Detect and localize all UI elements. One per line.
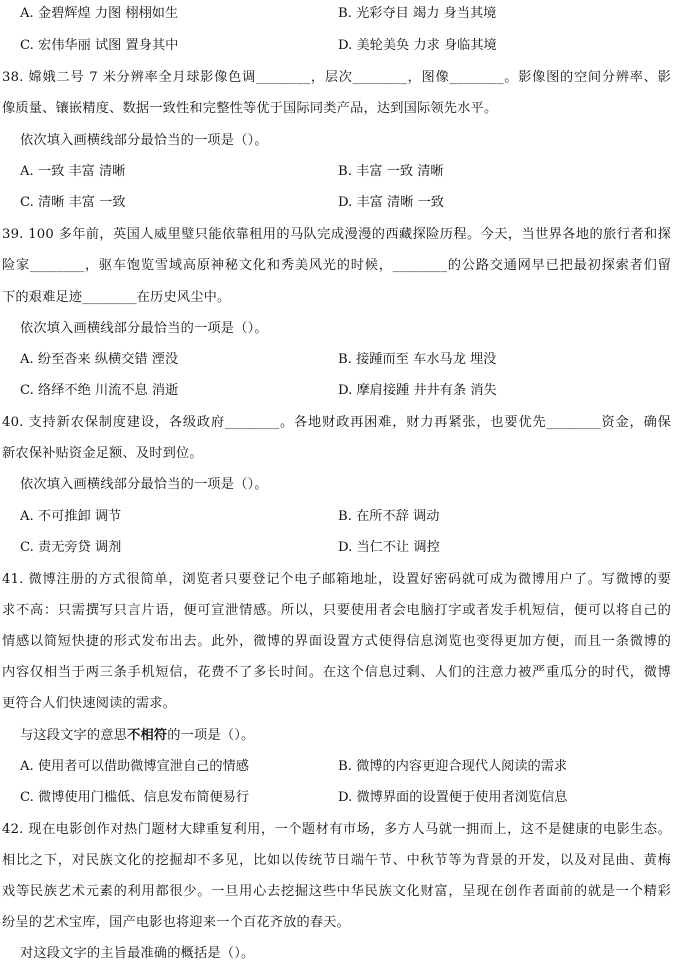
- q40-option-c: C. 责无旁贷 调剂: [20, 540, 122, 555]
- q38-option-c: C. 清晰 丰富 一致: [20, 195, 126, 210]
- q41-stem-line-5: 更符合人们快速阅读的需求。: [2, 696, 177, 711]
- q38-option-b: B. 丰富 一致 清晰: [338, 164, 444, 179]
- q41-prompt-pre: 与这段文字的意思: [20, 728, 128, 743]
- q41-option-d: D. 微博界面的设置便于使用者浏览信息: [338, 790, 568, 805]
- q38-option-d: D. 丰富 清晰 一致: [338, 195, 444, 210]
- q41-option-c: C. 微博使用门槛低、信息发布简便易行: [20, 790, 250, 805]
- q41-prompt: [20, 726, 671, 746]
- q40-stem-line-2: 新农保补贴资金足额、及时到位。: [2, 446, 203, 461]
- q39-option-b: B. 接踵而至 车水马龙 埋没: [338, 352, 497, 367]
- q37-option-b: B. 光彩夺目 竭力 身当其境: [338, 6, 497, 21]
- q42-prompt: 对这段文字的主旨最准确的概括是（）。: [20, 946, 255, 961]
- q42-stem-line-4: 纷呈的艺术宝库，国产电影也将迎来一个百花齐放的春天。: [2, 915, 351, 930]
- q41-prompt-emphasis: 不相符: [127, 728, 168, 743]
- q42-stem-line-3: 戏等民族艺术元素的利用都很少。一旦用心去挖掘这些中华民族文化财富，呈现在创作者面前的就是一个精彩: [2, 884, 671, 899]
- q37-option-c: C. 宏伟华丽 试图 置身其中: [20, 38, 179, 53]
- q42-stem-line-2: 相比之下，对民族文化的挖掘却不多见，比如以传统节日端午节、中秋节等为背景的开发，以及对昆曲、黄梅: [2, 853, 671, 868]
- q39-option-c: C. 络绎不绝 川流不息 消逝: [20, 383, 179, 398]
- q42-stem-line-1: 42. 现在电影创作对热门题材大肆重复利用，一个题材有市场，多方人马就一拥而上，这不是健康的电影生态。: [2, 822, 671, 837]
- q41-stem-line-4: 内容仅相当于两三条手机短信，花费不了多长时间。在这个信息过剩、人们的注意力被严重瓜分的时代，微博: [2, 665, 671, 680]
- q37-option-a: A. 金碧辉煌 力图 栩栩如生: [20, 6, 179, 21]
- q41-option-a: A. 使用者可以借助微博宣泄自己的情感: [20, 759, 249, 774]
- q39-prompt: 依次填入画横线部分最恰当的一项是（）。: [20, 321, 268, 336]
- q39-stem-line-1: 39. 100 多年前，英国人威里璧只能依靠租用的马队完成漫漫的西藏探险历程。今天，当世界各地的旅行者和探: [2, 227, 671, 242]
- q40-option-a: A. 不可推卸 调节: [20, 509, 122, 524]
- q39-stem-line-2: 险家________，驱车饱览雪域高原神秘文化和秀美风光的时候，________的公路交通网早已把最初探索者们留: [2, 258, 671, 273]
- q41-stem-line-3: 情感以简短快捷的形式发布出去。此外，微博的界面设置方式使得信息浏览也变得更加方便，而且一条微博的: [2, 634, 671, 649]
- q40-stem-line-1: 40. 支持新农保制度建设，各级政府________。各地财政再困难，财力再紧张，也要优先________资金，确保: [2, 415, 671, 430]
- q40-option-b: B. 在所不辞 调动: [338, 509, 440, 524]
- q41-prompt-post: 的一项是（）。: [167, 728, 255, 743]
- q41-stem-line-2: 求不高：只需撰写只言片语，便可宣泄情感。所以，只要使用者会电脑打字或者发手机短信，便可以将自己的: [2, 603, 671, 618]
- q37-option-d: D. 美轮美奂 力求 身临其境: [338, 38, 497, 53]
- q38-stem-line-2: 像质量、镶嵌精度、数据一致性和完整性等优于国际同类产品，达到国际领先水平。: [2, 101, 498, 116]
- q39-option-d: D. 摩肩接踵 井井有条 消失: [338, 383, 497, 398]
- q38-stem-line-1: 38. 嫦娥二号 7 米分辨率全月球影像色调________，层次________，图像________。影像图的空间分辨率、影: [2, 70, 671, 85]
- q39-option-a: A. 纷至沓来 纵横交错 湮没: [20, 352, 179, 367]
- q41-option-b: B. 微博的内容更迎合现代人阅读的需求: [338, 759, 568, 774]
- q39-stem-line-3: 下的艰难足迹________在历史风尘中。: [2, 290, 231, 305]
- q38-prompt: 依次填入画横线部分最恰当的一项是（）。: [20, 133, 268, 148]
- q40-option-d: D. 当仁不让 调控: [338, 540, 440, 555]
- q40-prompt: 依次填入画横线部分最恰当的一项是（）。: [20, 477, 268, 492]
- q41-stem-line-1: 41. 微博注册的方式很简单，浏览者只要登记个电子邮箱地址，设置好密码就可成为微博用户了。写微博的要: [2, 572, 671, 587]
- q38-option-a: A. 一致 丰富 清晰: [20, 164, 126, 179]
